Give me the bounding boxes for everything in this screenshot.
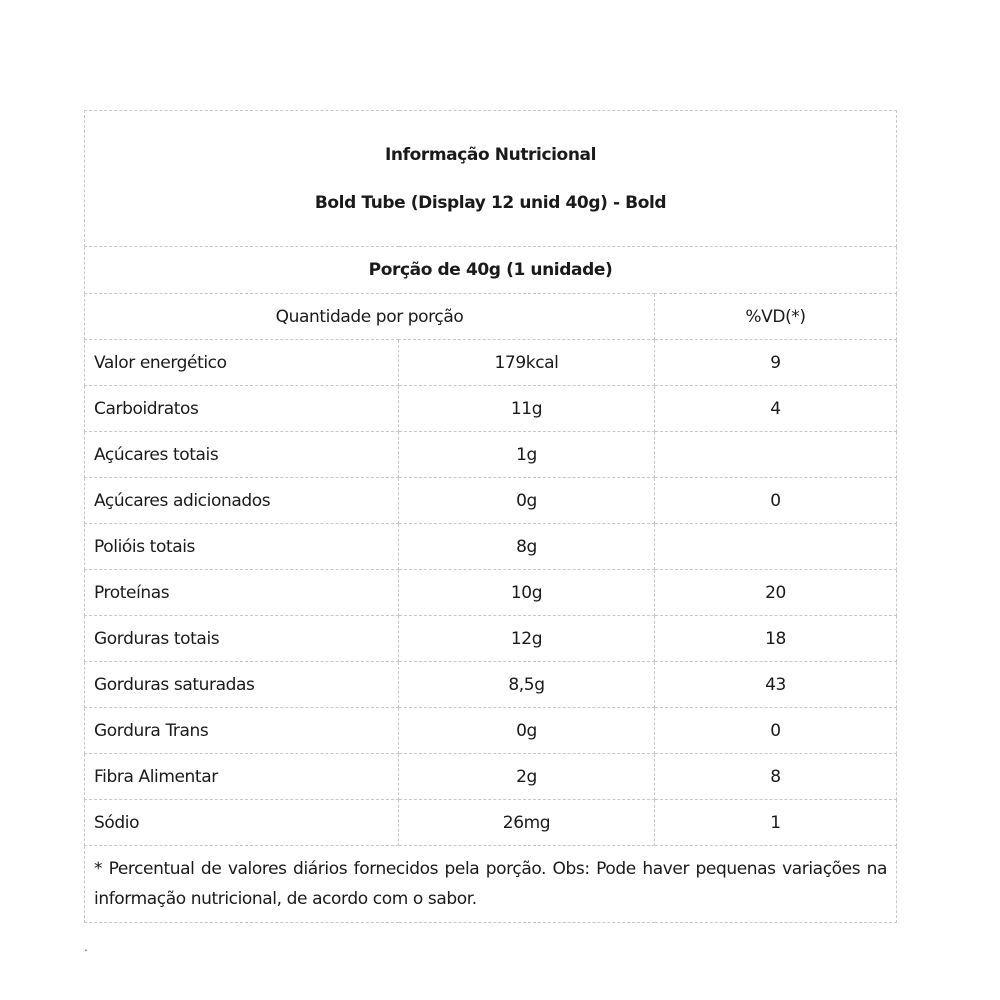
nutrient-name: Sódio <box>85 800 399 846</box>
portion-row <box>85 247 897 294</box>
nutrient-name: Açúcares adicionados <box>85 478 399 524</box>
table-row <box>85 340 897 386</box>
nutrient-dv: 0 <box>655 708 897 754</box>
nutrient-amount: 26mg <box>399 800 655 846</box>
table-row <box>85 754 897 800</box>
nutrient-name: Gordura Trans <box>85 708 399 754</box>
nutrient-dv: 18 <box>655 616 897 662</box>
nutrient-dv: 1 <box>655 800 897 846</box>
nutrient-dv: 0 <box>655 478 897 524</box>
footnote-row <box>85 846 897 923</box>
nutrient-dv: 4 <box>655 386 897 432</box>
column-header-row <box>85 294 897 340</box>
nutrient-amount: 0g <box>399 478 655 524</box>
nutrient-name: Açúcares totais <box>85 432 399 478</box>
nutrient-amount: 12g <box>399 616 655 662</box>
title-row <box>85 111 897 247</box>
table-row <box>85 662 897 708</box>
nutrient-amount: 179kcal <box>399 340 655 386</box>
nutrient-amount: 8g <box>399 524 655 570</box>
nutrient-amount: 0g <box>399 708 655 754</box>
nutrient-dv: 8 <box>655 754 897 800</box>
table-row <box>85 478 897 524</box>
table-row <box>85 432 897 478</box>
nutrient-amount: 1g <box>399 432 655 478</box>
nutrient-name: Gorduras saturadas <box>85 662 399 708</box>
nutrient-dv: 43 <box>655 662 897 708</box>
stray-mark: . <box>84 940 88 954</box>
nutrient-name: Gorduras totais <box>85 616 399 662</box>
nutrient-name: Proteínas <box>85 570 399 616</box>
column-header-quantity: Quantidade por porção <box>85 294 655 340</box>
portion-size: Porção de 40g (1 unidade) <box>85 247 897 294</box>
nutrient-dv <box>655 432 897 478</box>
nutrient-dv: 9 <box>655 340 897 386</box>
nutrient-name: Valor energético <box>85 340 399 386</box>
footnote: * Percentual de valores diários fornecidos pela porção. Obs: Pode haver pequenas variações na informação nutricional, de acordo com o sabor. <box>85 846 897 923</box>
table-row <box>85 616 897 662</box>
table-row <box>85 800 897 846</box>
nutrient-rows <box>85 340 897 846</box>
title-cell <box>85 111 897 247</box>
nutrient-amount: 11g <box>399 386 655 432</box>
nutrient-amount: 2g <box>399 754 655 800</box>
column-header-dv: %VD(*) <box>655 294 897 340</box>
nutrient-amount: 10g <box>399 570 655 616</box>
table-row <box>85 386 897 432</box>
table-row <box>85 708 897 754</box>
nutrient-amount: 8,5g <box>399 662 655 708</box>
nutrient-dv: 20 <box>655 570 897 616</box>
nutrient-name: Polióis totais <box>85 524 399 570</box>
nutrition-facts-table <box>84 110 897 923</box>
nutrient-name: Fibra Alimentar <box>85 754 399 800</box>
nutrient-dv <box>655 524 897 570</box>
table-row <box>85 570 897 616</box>
table-title: Informação Nutricional <box>384 144 597 165</box>
nutrient-name: Carboidratos <box>85 386 399 432</box>
table-row <box>85 524 897 570</box>
product-name: Bold Tube (Display 12 unid 40g) - Bold <box>314 192 667 213</box>
